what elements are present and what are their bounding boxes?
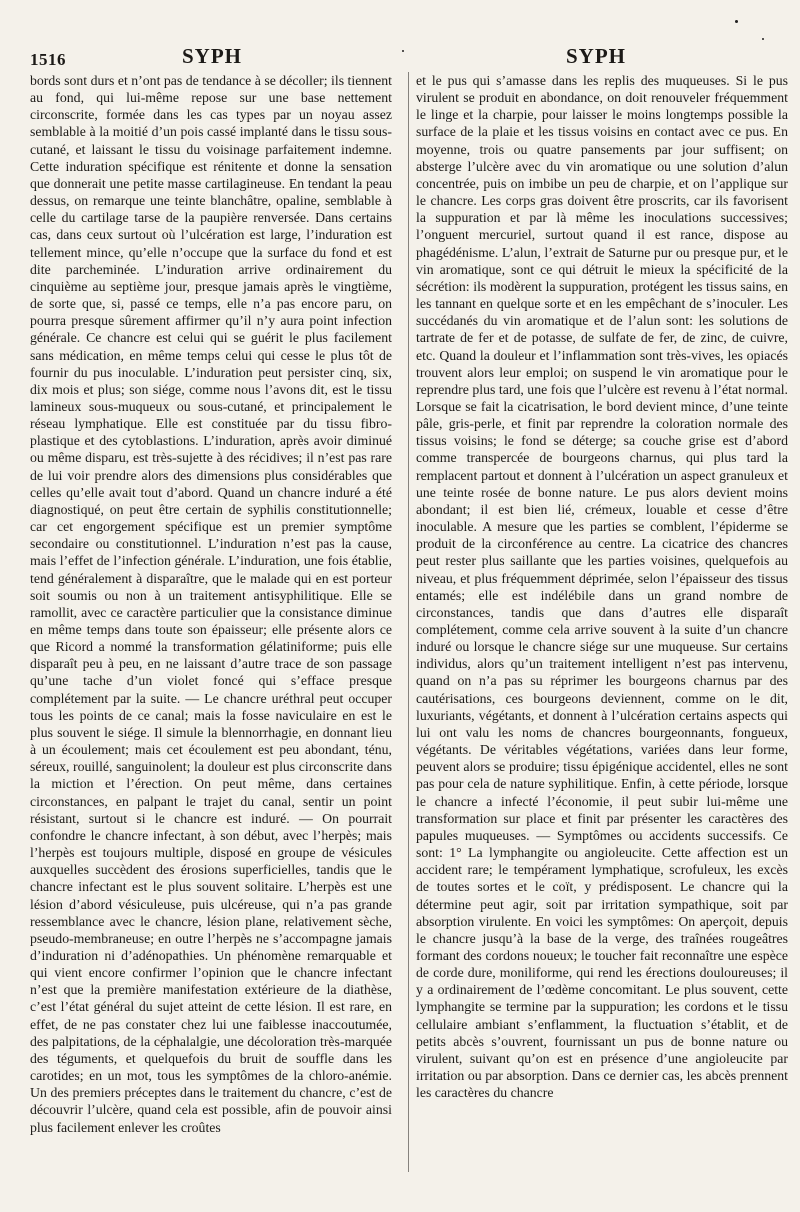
running-head-left: SYPH [182, 44, 243, 68]
print-speck [735, 20, 738, 23]
page-header [0, 42, 800, 72]
left-column [30, 72, 392, 1184]
right-column-text: et le pus qui s’amasse dans les replis des muqueuses. Si le pus virulent se produit en abondance, on doit renouveler fréquemment le linge et la charpie, pour laisser le moins longtemps possible la surface de la plaie et les tissus voisins en contact avec ce pus. En moyenne, trois ou quatre pansements par jour suffisent; on absterge l’ulcère avec du vin aromatique ou une solution d’alun concentrée, puis on imbibe un peu de charpie, et on l’applique sur le chancre. Les corps gras doivent être proscrits, car ils favorisent la suppuration et par là même les inoculations successives; l’onguent mercuriel, surtout quand il est rance, dispose au phagédénisme. L’alun, l’extrait de Saturne pur ou presque pur, et le vin aromatique, sont ce qui détruit le mieux la spécificité de la sécrétion: ils modèrent la suppuration, protégent les tissus sains, en les tannant en quelque sorte et en les empêchant de s’inoculer. Les succédanés du vin aromatique et de l’alun sont: les solutions de tartrate de fer et de potasse, de sulfate de fer, de zinc, de cuivre, etc. Quand la douleur et l’inflammation sont très-vives, les opiacés trouvent alors leur emploi; on suspend le vin aromatique pour le reprendre plus tard, une fois que l’ulcère est revenu à l’état normal. Lorsque se fait la cicatrisation, le bord devient mince, d’une teinte pâle, gris-perle, et finit par reprendre la coloration normale des tissus voisins; le fond se déterge; sa couche grise est d’abord comme transpercée de bourgeons charnus, qui plus tard la remplacent partout et donnent à l’ulcération un aspect granuleux et une teinte rosée de bonne nature. Le pus alors devient moins abondant; il est bien lié, crémeux, louable et cesse d’être inoculable. A mesure que les parties se comblent, l’épiderme se produit de la circonférence au centre. La cicatrice des chancres peut rester plus saillante que les parties voisines, quelquefois au niveau, et plus fréquemment déprimée, selon l’épaisseur des tissus entamés; elle est indélébile dans un grand nombre de circonstances, tandis que dans d’autres elle disparaît complétement, comme cela arrive souvent à la suite d’un chancre induré ou lorsque le chancre siége sur une muqueuse. Sur certains individus, alors qu’un traitement intelligent n’est pas intervenu, quand on n’a pas su réprimer les bourgeons charnus par des cautérisations, ces bourgeons deviennent, comme on le dit, luxuriants, végétants, et donnent à l’ulcération certains aspects qui lui ont valu les noms de chancres bourgeonnants, fongueux, végétants. De véritables végétations, variées dans leur forme, peuvent alors se produire; tissu épigénique accidentel, elles ne sont pas pour cela de nature syphilitique. Enfin, à cette période, lorsque le chancre a infecté l’économie, il peut subir lui-même une transformation sur place et finit par présenter les caractères des papules muqueuses. — Symptômes ou accidents successifs. Ce sont: 1° La lymphangite ou angioleucite. Cette affection est un accident rare; le tempérament lymphatique, scrofuleux, les excès de toutes sortes et le coït, y prédisposent. Le chancre qui la détermine peut agir, soit par irritation sympathique, soit par absorption virulente. En voici les symptômes: On aperçoit, depuis le chancre jusqu’à la base de la verge, des traînées rougeâtres formant des cordons noueux; le toucher fait reconnaître une espèce de corde dure, moniliforme, qui rend les érections douloureuses; il y a ordinairement de l’œdème concomitant. Le plus souvent, cette lymphangite se termine par la suppuration; les cordons et le tissu cellulaire ambiant s’enflamment, la fluctuation s’établit, et de petits abcès s’ouvrent, fournissant un pus de bonne nature ou virulent, suivant qu’on est en présence d’une angioleucite par irritation ou par absorption. Dans ce dernier cas, les abcès prennent les caractères du chancre [416, 73, 788, 1101]
right-column [416, 72, 788, 1184]
page-number: 1516 [30, 50, 66, 69]
print-speck [762, 38, 764, 40]
left-column-text: bords sont durs et n’ont pas de tendance à se décoller; ils tiennent au fond, qui lui-même repose sur une base nettement circonscrite, formée dans les cas types par un noyau assez semblable à la moitié d’un pois cassé implanté dans le tissu sous-cutané, et laissant le tissu du voisinage parfaitement indemne. Cette induration spécifique est rénitente et donne la sensation que donnerait une petite masse cartilagineuse. En tendant la peau dessus, on remarque une teinte blanchâtre, opaline, semblable à celle du cartilage tarse de la paupière renversée. Dans certains cas, dans ceux surtout où l’ulcération est large, l’induration est tellement mince, qu’elle n’occupe que la surface du fond et est dite parcheminée. L’induration arrive ordinairement du cinquième au septième jour, presque jamais après le vingtième, de sorte que, si, passé ce temps, elle n’a pas encore paru, on pourra presque sûrement affirmer qu’il n’y aura point infection générale. Ce chancre est celui qui se guérit le plus facilement sans médication, en même temps celui qui cesse le plus tôt de fournir du pus inoculable. L’induration peut persister cinq, six, dix mois et plus; son siége, comme nous l’avons dit, est le tissu lamineux sous-muqueux ou sous-cutané, et principalement le réseau lymphatique. Elle est constituée par du tissu fibro-plastique et des cytoblastions. L’induration, après avoir diminué ou même disparu, est très-sujette à des récidives; il n’est pas rare de lui voir prendre alors des dimensions plus considérables que celles qu’elle avait tout d’abord. Quand un chancre induré a été diagnostiqué, on peut être certain de syphilis constitutionnelle; car cet engorgement spécifique est un premier symptôme secondaire ou constitutionnel. L’induration n’est pas la cause, mais l’effet de l’infection générale. L’induration, une fois établie, tend généralement à disparaître, que le malade qui en est porteur soit soumis ou non à un traitement antisyphilitique. Elle se ramollit, avec ce caractère particulier que la consistance diminue en même temps dans toute son épaisseur; elle présente alors ce que Ricord a nommé la transformation gélatiniforme; puis elle disparaît peu à peu, en ne laissant d’autre trace de son passage qu’une tache d’un violet foncé qui s’efface presque complétement par la suite. — Le chancre uréthral peut occuper tous les points de ce canal; mais la fosse naviculaire en est le plus souvent le siége. Il simule la blennorrhagie, en donnant lieu à un écoulement; mais cet écoulement est peu abondant, ténu, séreux, rouillé, sanguinolent; la douleur est plus circonscrite dans la miction et l’érection. On peut même, dans certaines circonstances, en palpant le trajet du canal, sentir un point résistant, surtout si le chancre est induré. — On pourrait confondre le chancre infectant, à son début, avec l’herpès; mais l’herpès est toujours multiple, disposé en groupe de vésicules auxquelles succèdent des érosions superficielles, tandis que le chancre infectant est le plus souvent solitaire. L’herpès est une lésion d’abord vésiculeuse, puis ulcéreuse, qui n’a pas grande ressemblance avec le chancre, lésion plane, relativement sèche, pseudo-membraneuse; en outre l’herpès ne s’accompagne jamais d’induration ni d’adénopathies. Un phénomène remarquable et qui vient encore confirmer l’opinion que le chancre infectant n’est que la première manifestation extérieure de la diathèse, c’est l’état général du sujet atteint de cette lésion. Il est rare, en effet, de ne pas constater chez lui une faiblesse inaccoutumée, des palpitations, de la céphalalgie, une décoloration très-marquée des téguments, et quelquefois du bruit de souffle dans les carotides; en un mot, tous les symptômes de la chloro-anémie. Un des premiers préceptes dans le traitement du chancre, c’est de découvrir l’ulcère, quand cela est possible, afin de pouvoir ainsi plus facilement enlever les croûtes [30, 73, 392, 1135]
running-head-right: SYPH [566, 44, 627, 68]
column-divider [408, 72, 409, 1172]
